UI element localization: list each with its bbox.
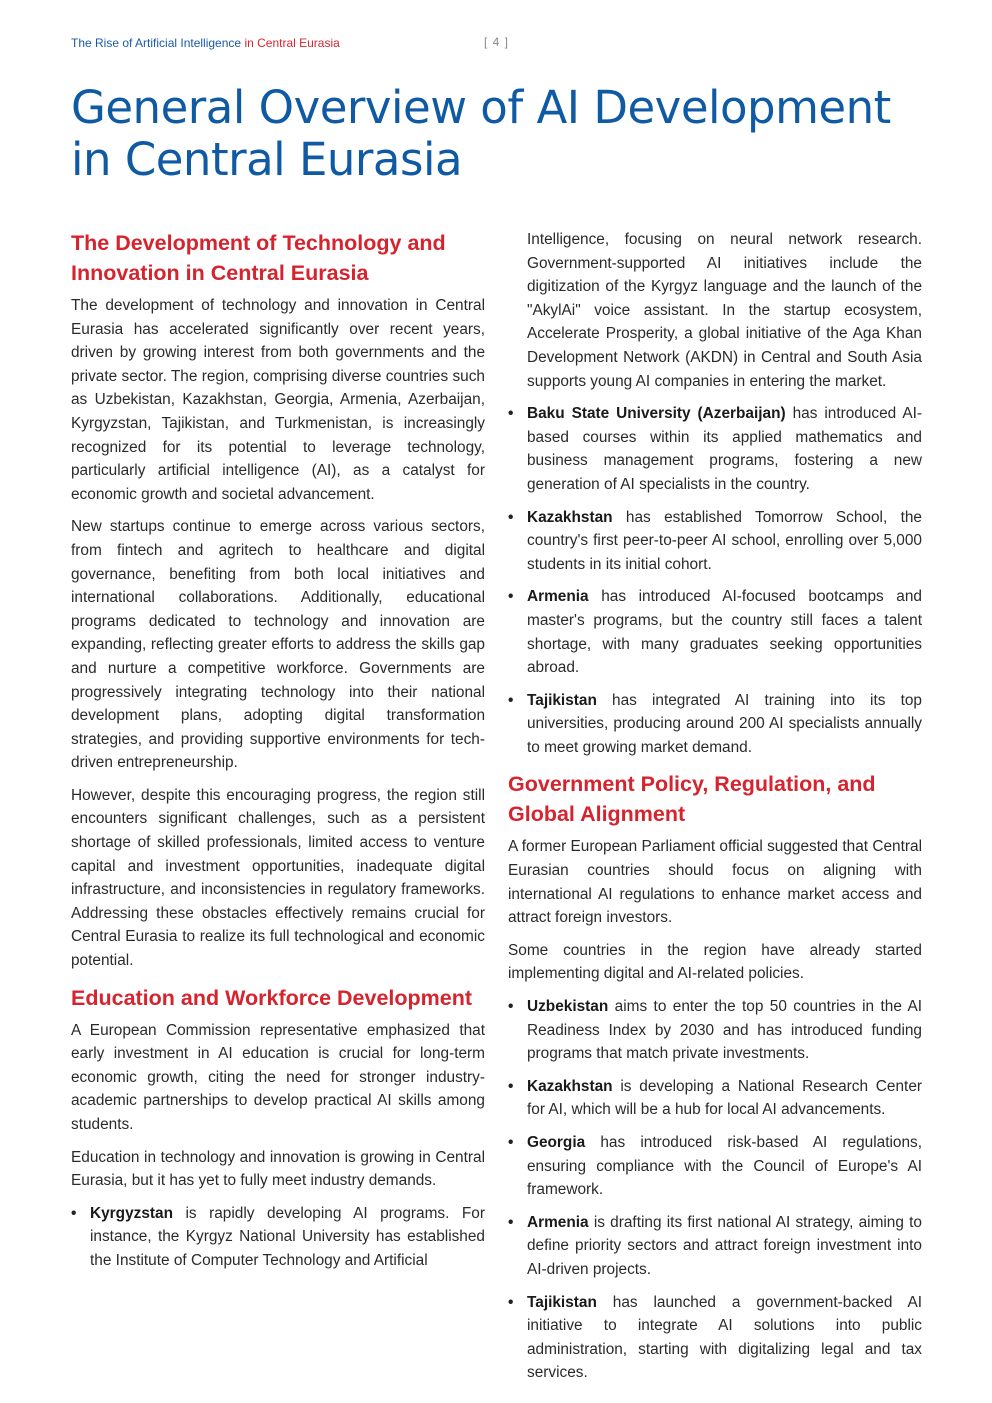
list-item-text: has integrated AI training into its top universities, producing around 200 AI specialists annually to meet growing market demand.: [527, 691, 922, 756]
right-column: [508, 228, 922, 1394]
list-item: [508, 1075, 922, 1122]
paragraph: However, despite this encouraging progress, the region still encounters significant challenges, such as a persistent shortage of skilled professionals, limited access to venture capital and investment opportunities, inadequate digital infrastructure, and inconsistencies in regulatory frameworks. Addressing these obstacles effectively remains crucial for Central Eurasia to realize its full technological and economic potential.: [71, 786, 485, 970]
running-title-accent: in Central Eurasia: [244, 36, 340, 50]
education-bullet-list-continued: [508, 402, 922, 759]
section-heading-technology: The Development of Technology and Innovation in Central Eurasia: [71, 231, 446, 285]
left-column: [71, 228, 485, 1282]
list-item: [71, 1202, 485, 1273]
list-item-text: has introduced AI-focused bootcamps and master's programs, but the country still faces a talent shortage, with many graduates seeking opportunities abroad.: [527, 588, 922, 677]
country-name: Tajikistan: [527, 691, 597, 709]
page-number: [ 4 ]: [484, 35, 510, 49]
list-item: [508, 506, 922, 577]
section-heading-education: Education and Workforce Development: [71, 985, 473, 1010]
country-name: Tajikistan: [527, 1293, 597, 1311]
country-name: Kazakhstan: [527, 1077, 613, 1095]
paragraph: Some countries in the region have already started implementing digital and AI-related policies.: [508, 941, 922, 983]
paragraph: A European Commission representative emphasized that early investment in AI education is crucial for long-term economic growth, citing the need for stronger industry-academic partnerships to develop practical AI skills among students.: [71, 1021, 485, 1133]
list-item: [508, 1211, 922, 1282]
list-item-text: is rapidly developing AI programs. For instance, the Kyrgyz National University has established the Institute of Computer Technology and Artificial: [90, 1204, 485, 1269]
country-name: Uzbekistan: [527, 998, 609, 1016]
country-name: Armenia: [527, 1213, 589, 1231]
country-name: Kazakhstan: [527, 508, 613, 526]
bullet-continuation: Intelligence, focusing on neural network research. Government-supported AI initiatives include the digitization of the Kyrgyz language and the launch of the "AkylAi" voice assistant. In the startup ecosystem, Accelerate Prosperity, a global initiative of the Aga Khan Development Network (AKDN) in Central and South Asia supports young AI companies in entering the market.: [527, 231, 922, 390]
list-item-text: has established Tomorrow School, the country's first peer-to-peer AI school, enrolling over 5,000 students in its initial cohort.: [527, 508, 922, 573]
policy-bullet-list: [508, 995, 922, 1385]
list-item-text: has introduced AI-based courses within its applied mathematics and business management programs, fostering a new generation of AI specialists in the country.: [527, 405, 922, 493]
country-name: Georgia: [527, 1134, 586, 1151]
list-item: [508, 995, 922, 1066]
page-title: General Overview of AI Development in Central Eurasia: [71, 81, 891, 186]
paragraph: The development of technology and innovation in Central Eurasia has accelerated significantly over recent years, driven by growing interest from both governments and the private sector. The region, comprising diverse countries such as Uzbekistan, Kazakhstan, Georgia, Armenia, Azerbaijan, Kyrgyzstan, Tajikistan, and Turkmenistan, is increasingly recognized for its potential to leverage technology, particularly artificial intelligence (AI), as a catalyst for economic growth and societal advancement.: [71, 297, 485, 503]
running-header: [71, 36, 340, 50]
list-item: [508, 585, 922, 679]
running-title: The Rise of Artificial Intelligence: [71, 36, 242, 50]
list-item-text: has introduced risk-based AI regulations, ensuring compliance with the Council of Europe's AI framework.: [527, 1134, 922, 1199]
list-item: [508, 689, 922, 760]
paragraph: A former European Parliament official suggested that Central Eurasian countries should focus on aligning with international AI regulations to enhance market access and attract foreign investors.: [508, 838, 922, 927]
list-item-text: aims to enter the top 50 countries in the AI Readiness Index by 2030 and has introduced funding programs that match private investments.: [527, 998, 922, 1063]
list-item-text: is drafting its first national AI strategy, aiming to define priority sectors and attract foreign investment into AI-driven projects.: [527, 1213, 922, 1278]
paragraph: Education in technology and innovation is growing in Central Eurasia, but it has yet to fully meet industry demands.: [71, 1148, 485, 1190]
paragraph: New startups continue to emerge across various sectors, from fintech and agritech to healthcare and digital governance, benefiting from both local initiatives and international collaborations. Additionally, educational programs dedicated to technology and innovation are expanding, reflecting greater efforts to address the skills gap and nurture a competitive workforce. Governments are progressively integrating technology into their national development plans, adopting digital transformation strategies, and providing supportive environments for tech-driven entrepreneurship.: [71, 518, 485, 772]
list-item: [508, 402, 922, 496]
education-bullet-list: [71, 1202, 485, 1273]
list-item: [508, 1291, 922, 1385]
country-name: Kyrgyzstan: [90, 1204, 173, 1222]
list-item-text: has launched a government-backed AI initiative to integrate AI solutions into public administration, starting with digitalizing legal and tax services.: [527, 1293, 922, 1382]
list-item-text: is developing a National Research Center for AI, which will be a hub for local AI advancements.: [527, 1077, 922, 1119]
country-name: Baku State University (Azerbaijan): [527, 405, 786, 423]
section-heading-policy: Government Policy, Regulation, and Global Alignment: [508, 772, 876, 827]
country-name: Armenia: [527, 588, 589, 606]
list-item: [508, 1131, 922, 1202]
